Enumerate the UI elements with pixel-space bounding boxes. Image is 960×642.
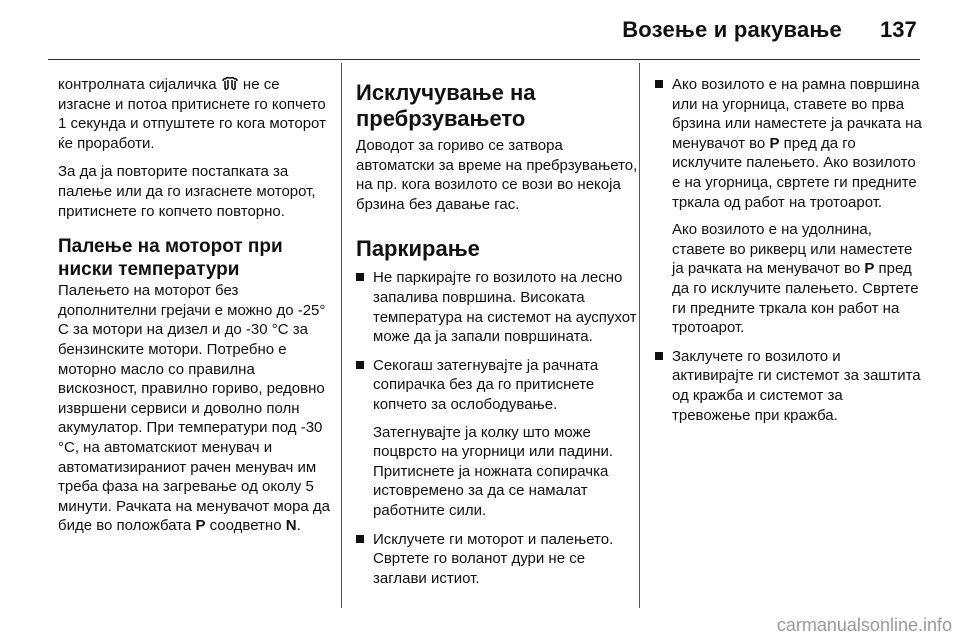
gear-p-label: P xyxy=(769,134,780,152)
col3-bullet-1-text-1 xyxy=(672,75,925,212)
column-3 xyxy=(655,75,925,434)
bullet-square-icon xyxy=(655,80,663,88)
col1-paragraph-1 xyxy=(58,75,334,153)
watermark: carmanualsonline.info xyxy=(776,615,952,635)
col3-bullet-2-text: Заклучете го возилото и активирајте ги системот за заштита од кражба и системот за тревожење при кражба. xyxy=(672,347,921,424)
col1-para3-mid: соодветно xyxy=(209,517,282,535)
glow-plug-icon xyxy=(221,76,239,91)
col2-bullet-3-text: Исклучете ги моторот и палењето. Свртете го воланот дури не се заглави истиот. xyxy=(373,530,614,587)
col1-heading: Палење на моторот при ниски температури xyxy=(58,236,283,281)
col1-para1-text-a: контролната сијаличка xyxy=(58,76,217,93)
col2-bullet-2-text-1: Секогаш затегнувајте ја рачната сопирачка без да го притиснете копчето за ослободување. xyxy=(373,356,599,413)
col3-b1p2-text-a: Ако возилото е на удолнина, ставете во рикверц или наместете ја рачката на менувачот во xyxy=(672,221,913,278)
col1-paragraph-3 xyxy=(58,281,334,536)
col3-b1p1-text-a: Ако возилото е на рамна површина или на угорница, ставете во прва брзина или наместете ја рачката на менувачот во xyxy=(672,76,922,152)
col3-b1p2-text-b: пред да го исклучите палењето. Свртете ги предните тркала кон работ на тротоарот. xyxy=(672,260,919,337)
list-item xyxy=(655,75,925,338)
header-title: Возење и ракување xyxy=(622,17,842,42)
col1-para3-end: . xyxy=(296,517,301,535)
list-item xyxy=(655,347,925,425)
bullet-square-icon xyxy=(356,535,364,543)
col2-bullet-1-text: Не паркирајте го возилото на лесно запалива површина. Високата температура на системот на ауспухот може да ја запали површината. xyxy=(373,269,637,346)
bullet-square-icon xyxy=(655,352,663,360)
col3-b1p1-text-b: пред да го исклучите палењето. Ако возилото е на угорница, свртете ги предните тркала од работ на тротоарот. xyxy=(672,134,917,211)
column-2 xyxy=(356,80,640,597)
list-item xyxy=(356,356,640,521)
list-item xyxy=(356,530,640,589)
col2-paragraph-1: Доводот за гориво се затвора автоматски за време на пребрзувањето, на пр. кога возилото се вози во некоја брзина без давање гас. xyxy=(356,137,638,213)
bullet-square-icon xyxy=(356,361,364,369)
col2-bullet-2-text-2: Затегнувајте ја колку што може поцврсто на угорници или падини. Притиснете ја ножната сопирачка истовремено за да се намалат работните сили. xyxy=(373,423,614,519)
column-1 xyxy=(58,75,334,545)
gear-n-label: N xyxy=(285,517,297,535)
list-item xyxy=(356,268,640,346)
page-header xyxy=(0,0,960,60)
col1-para1-text-b: не се изгасне и потоа притиснете го копчето 1 секунда и отпуштете го кога моторот ќе проработи. xyxy=(58,76,326,152)
col3-bullet-1-text-2 xyxy=(672,220,925,338)
col1-paragraph-2: За да ја повторите постапката за палење или да го изгаснете моторот, притиснете го копчето повторно. xyxy=(58,163,316,220)
col2-heading-2: Паркирање xyxy=(356,236,480,262)
gear-p-label: P xyxy=(195,517,206,535)
column-divider-left xyxy=(341,63,342,608)
page-number-text: 137 xyxy=(880,17,917,42)
bullet-square-icon xyxy=(356,273,364,281)
header-rule xyxy=(48,59,920,60)
gear-p-label: P xyxy=(864,260,875,278)
col1-para3-text: Палењето на моторот без дополнителни грејачи е можно до -25° C за мотори на дизел и до -30 °C за бензинските мотори. Потребно е моторно масло со правилна вискозност, правилно гориво, редовно извршени сервиси и доволно полн акумулатор. При температури под -30 °C, на автоматскиот менувач и автоматизираниот рачен менувач им треба фаза на загревање од околу 5 минути. Рачката на менувачот мора да биде во положбата xyxy=(58,282,331,535)
col2-heading-1: Исклучување на пребрзувањето xyxy=(356,80,536,131)
